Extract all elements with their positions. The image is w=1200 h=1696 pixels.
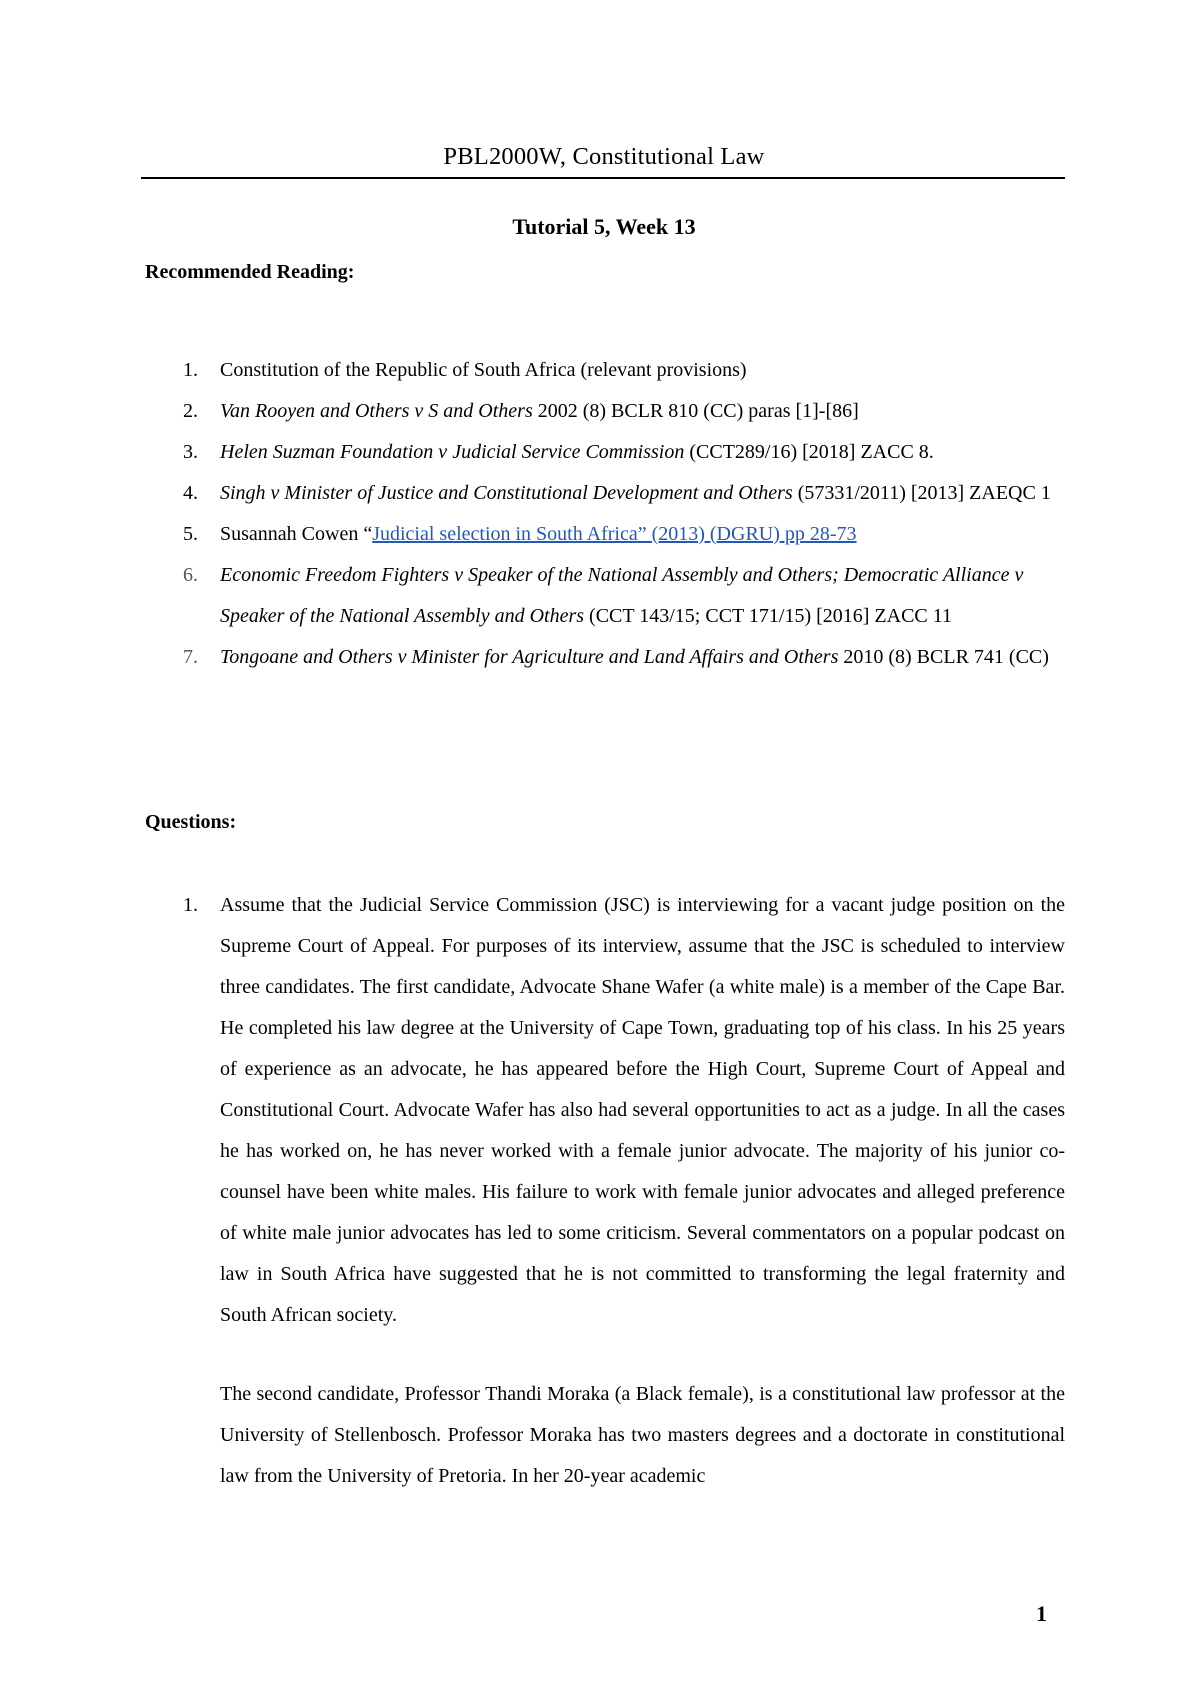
reading-number: 1. [183, 359, 198, 381]
reading-number: 4. [183, 482, 198, 504]
reading-heading: Recommended Reading: [145, 261, 355, 283]
reading-item [145, 473, 1065, 514]
questions-list [145, 885, 1065, 1497]
reading-item [145, 350, 1065, 391]
reading-number: 5. [183, 523, 198, 545]
tutorial-title: Tutorial 5, Week 13 [512, 214, 696, 239]
reading-link[interactable]: Judicial selection in South Africa” (2013) (DGRU) pp 28-73 [372, 523, 857, 545]
case-name: Tongoane and Others v Minister for Agriculture and Land Affairs and Others [220, 646, 839, 668]
reading-item [145, 432, 1065, 473]
reading-text: Constitution of the Republic of South Africa (relevant provisions) [220, 359, 747, 381]
citation: 2010 (8) BCLR 741 (CC) [838, 646, 1049, 668]
reading-number: 7. [183, 646, 198, 668]
question-item [145, 885, 1065, 1497]
citation: (CCT 143/15; CCT 171/15) [2016] ZACC 11 [584, 605, 953, 627]
reading-item [145, 637, 1065, 678]
reading-number: 6. [183, 564, 198, 586]
citation: (57331/2011) [2013] ZAEQC 1 [792, 482, 1051, 504]
case-name: Helen Suzman Foundation v Judicial Service Commission [220, 441, 685, 463]
reading-number: 3. [183, 441, 198, 463]
question-number: 1. [183, 894, 198, 916]
citation: (CCT289/16) [2018] ZACC 8. [684, 441, 934, 463]
citation: 2002 (8) BCLR 810 (CC) paras [1]-[86] [532, 400, 859, 422]
reading-item [145, 555, 1065, 637]
questions-heading: Questions: [145, 811, 237, 833]
question-paragraph: The second candidate, Professor Thandi Moraka (a Black female), is a constitutional law professor at the University of Stellenbosch. Professor Moraka has two masters degrees and a doctorate in constitutional law from the University of Pretoria. In her 20-year academic [220, 1383, 1065, 1487]
reading-item [145, 514, 1065, 555]
course-title: PBL2000W, Constitutional Law [443, 143, 765, 170]
question-paragraph: Assume that the Judicial Service Commission (JSC) is interviewing for a vacant judge position on the Supreme Court of Appeal. For purposes of its interview, assume that the JSC is scheduled to interview three candidates. The first candidate, Advocate Shane Wafer (a white male) is a member of the Cape Bar. He completed his law degree at the University of Cape Town, graduating top of his class. In his 25 years of experience as an advocate, he has appeared before the High Court, Supreme Court of Appeal and Constitutional Court. Advocate Wafer has also had several opportunities to act as a judge. In all the cases he has worked on, he has never worked with a female junior advocate. The majority of his junior co-counsel have been white males. His failure to work with female junior advocates and alleged preference of white male junior advocates has led to some criticism. Several commentators on a popular podcast on law in South Africa have suggested that he is not committed to transforming the legal fraternity and South African society. [220, 894, 1065, 1326]
case-name: Economic Freedom Fighters v Speaker of the National Assembly and Others; Democratic Alliance v Speaker of the National Assembly and Others [220, 564, 1024, 627]
reading-item [145, 391, 1065, 432]
reading-number: 2. [183, 400, 198, 422]
header-divider [141, 177, 1065, 179]
page-number: 1 [1036, 1601, 1047, 1626]
reading-list [145, 350, 1065, 678]
case-name: Van Rooyen and Others v S and Others [220, 400, 533, 422]
case-name: Singh v Minister of Justice and Constitutional Development and Others [220, 482, 793, 504]
reading-author: Susannah Cowen “ [220, 523, 373, 545]
